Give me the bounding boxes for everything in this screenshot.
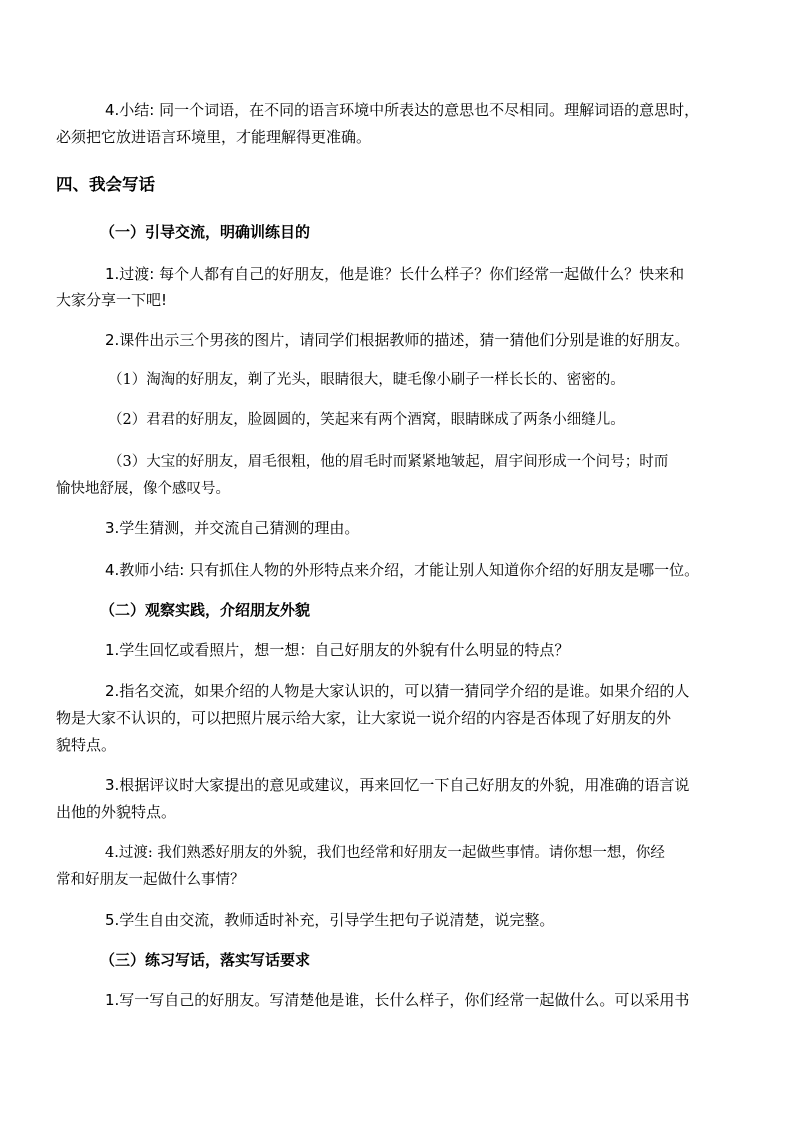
section-heading: 四、我会写话 (56, 175, 155, 194)
subsection-heading-3: （三）练习写话，落实写话要求 (100, 951, 311, 969)
paragraph-a4: 4.教师小结: 只有抓住人物的外形特点来介绍，才能让别人知道你介绍的好朋友是哪一位。 (105, 561, 700, 579)
paragraph-b4-line-1: 4.过渡: 我们熟悉好朋友的外貌，我们也经常和好朋友一起做些事情。请你想一想，你经 (105, 845, 665, 861)
paragraph-b2-line-3: 貌特点。 (56, 736, 117, 754)
paragraph-a2: 2.课件出示三个男孩的图片，请同学们根据教师的描述，猜一猜他们分别是谁的好朋友。 (105, 331, 690, 349)
paragraph-b2-line-2: 物是大家不认识的，可以把照片展示给大家，让大家说一说介绍的内容是否体现了好朋友的外 (56, 709, 672, 727)
description-item-3-line-1: （3）大宝的好朋友，眉毛很粗，他的眉毛时而紧紧地皱起，眉宇间形成一个问号；时而 (108, 454, 669, 470)
paragraph-b2-line-1: 2.指名交流，如果介绍的人物是大家认识的，可以猜一猜同学介绍的是谁。如果介绍的人 (105, 682, 690, 700)
description-item-2: （2）君君的好朋友，脸圆圆的，笑起来有两个酒窝，眼睛眯成了两条小细缝儿。 (108, 412, 625, 428)
paragraph-a1-line-1: 1.过渡: 每个人都有自己的好朋友，他是谁？长什么样子？你们经常一起做什么？快来和 (105, 265, 685, 283)
paragraph-b1: 1.学生回忆或看照片，想一想：自己好朋友的外貌有什么明显的特点？ (105, 641, 570, 659)
paragraph-b5: 5.学生自由交流，教师适时补充，引导学生把句子说清楚，说完整。 (105, 911, 555, 929)
paragraph-a1-line-2: 大家分享一下吧! (56, 291, 168, 309)
description-item-3-line-2: 愉快地舒展，像个感叹号。 (56, 481, 230, 497)
description-item-1: （1）淘淘的好朋友，剃了光头，眼睛很大，睫毛像小刷子一样长长的、密密的。 (108, 372, 625, 388)
subsection-heading-2: （二）观察实践，介绍朋友外貌 (100, 601, 311, 619)
subsection-heading-1: （一）引导交流，明确训练目的 (100, 223, 311, 241)
paragraph-c1-line-1: 1.写一写自己的好朋友。写清楚他是谁，长什么样子，你们经常一起做什么。可以采用书 (105, 991, 690, 1009)
paragraph-b3-line-1: 3.根据评议时大家提出的意见或建议，再来回忆一下自己好朋友的外貌，用准确的语言说 (105, 776, 690, 794)
paragraph-b4-line-2: 常和好朋友一起做什么事情？ (56, 872, 245, 888)
paragraph-b3-line-2: 出他的外貌特点。 (56, 803, 177, 821)
paragraph-a3: 3.学生猜测，并交流自己猜测的理由。 (105, 519, 360, 537)
summary-4-line-1: 4.小结: 同一个词语，在不同的语言环境中所表达的意思也不尽相同。理解词语的意思时， (105, 101, 700, 119)
summary-4-line-2: 必须把它放进语言环境里，才能理解得更准确。 (56, 128, 372, 146)
